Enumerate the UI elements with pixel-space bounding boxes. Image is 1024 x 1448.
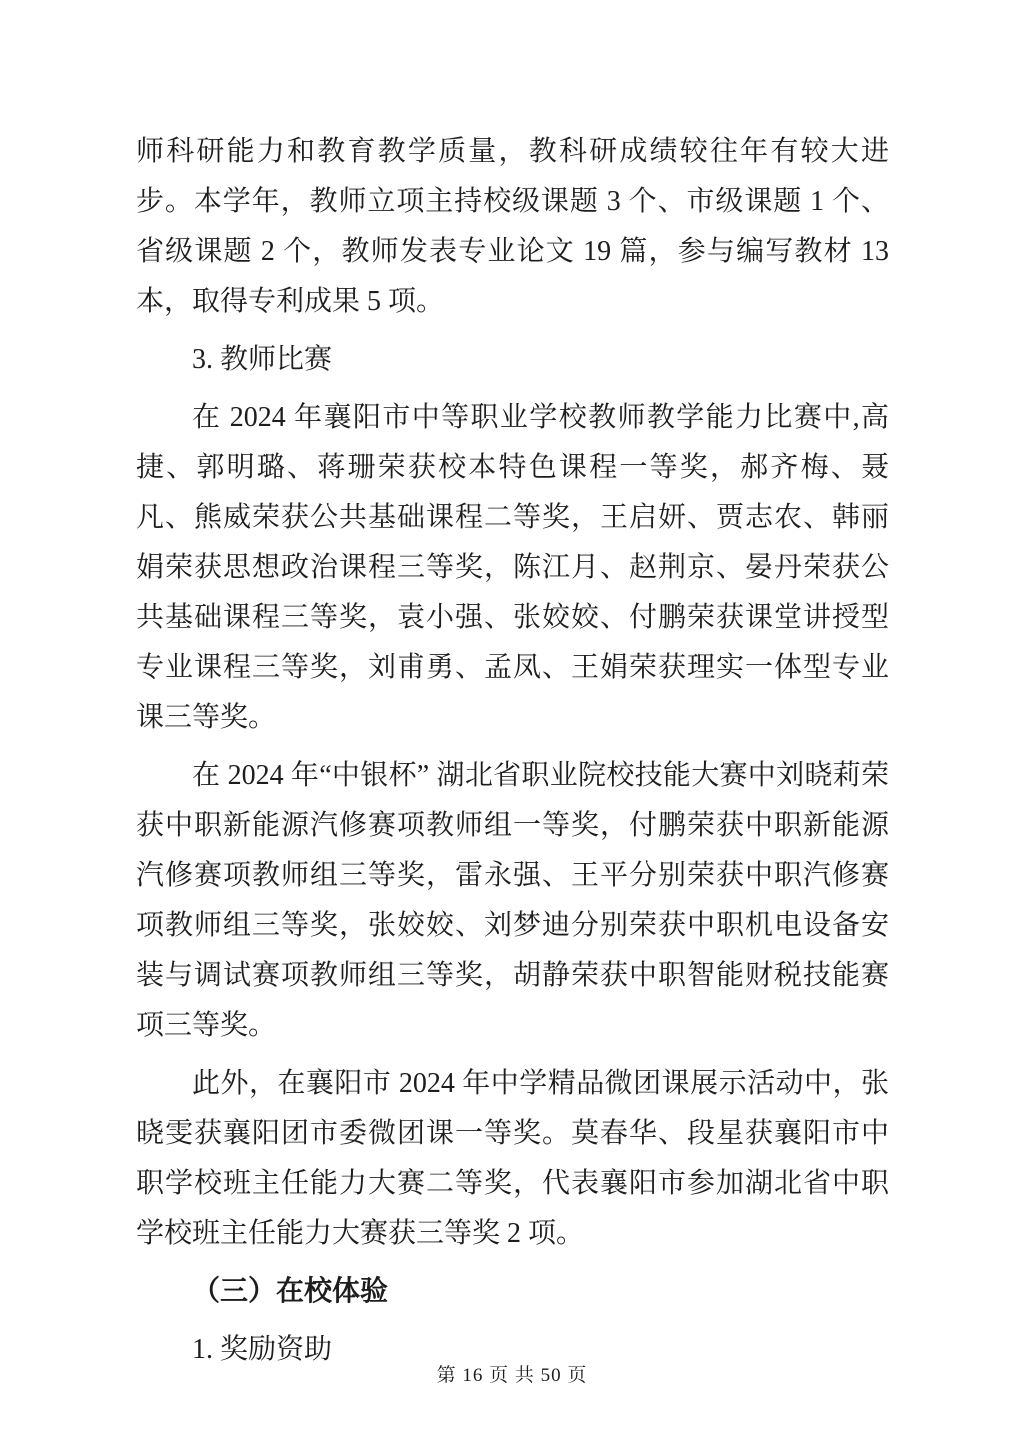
- paragraph-micro-class-awards: 此外，在襄阳市 2024 年中学精品微团课展示活动中，张晓雯获襄阳团市委微团课一等奖。莫春华、段星获襄阳市中职学校班主任能力大赛二等奖，代表襄阳市参加湖北省中职学校班主任能力大赛获三等奖 2 项。: [136, 1068, 889, 1249]
- page-number-indicator: 第 16 页 共 50 页: [436, 1365, 588, 1386]
- paragraph-skills-competition: 在 2024 年“中银杯” 湖北省职业院校技能大赛中刘晓莉荣获中职新能源汽修赛项教师组一等奖，付鹏荣获中职新能源汽修赛项教师组三等奖，雷永强、王平分别荣获中职汽修赛项教师组三等奖，张姣姣、刘梦迪分别荣获中职机电设备安装与调试赛项教师组三等奖，胡静荣获中职智能财税技能赛项三等奖。: [136, 760, 889, 1041]
- document-content: [136, 127, 889, 1375]
- heading-teacher-competitions: 3. 教师比赛: [192, 344, 333, 375]
- heading-reward-funding: 1. 奖励资助: [192, 1334, 333, 1365]
- paragraph-research-results: 师科研能力和教育教学质量，教科研成绩较往年有较大进步。本学年，教师立项主持校级课题 3 个、市级课题 1 个、省级课题 2 个，教师发表专业论文 19 篇，参与编写教材 13 本，取得专利成果 5 项。: [136, 136, 889, 317]
- page-footer: [0, 1360, 1024, 1387]
- paragraph-teaching-ability-competition: 在 2024 年襄阳市中等职业学校教师教学能力比赛中,高捷、郭明璐、蒋珊荣获校本特色课程一等奖，郝齐梅、聂凡、熊威荣获公共基础课程二等奖，王启妍、贾志农、韩丽娟荣获思想政治课程三等奖，陈江月、赵荆京、晏丹荣获公共基础课程三等奖，袁小强、张姣姣、付鹏荣获课堂讲授型专业课程三等奖，刘甫勇、孟凤、王娟荣获理实一体型专业课三等奖。: [136, 402, 889, 733]
- heading-school-experience: （三）在校体验: [192, 1276, 389, 1307]
